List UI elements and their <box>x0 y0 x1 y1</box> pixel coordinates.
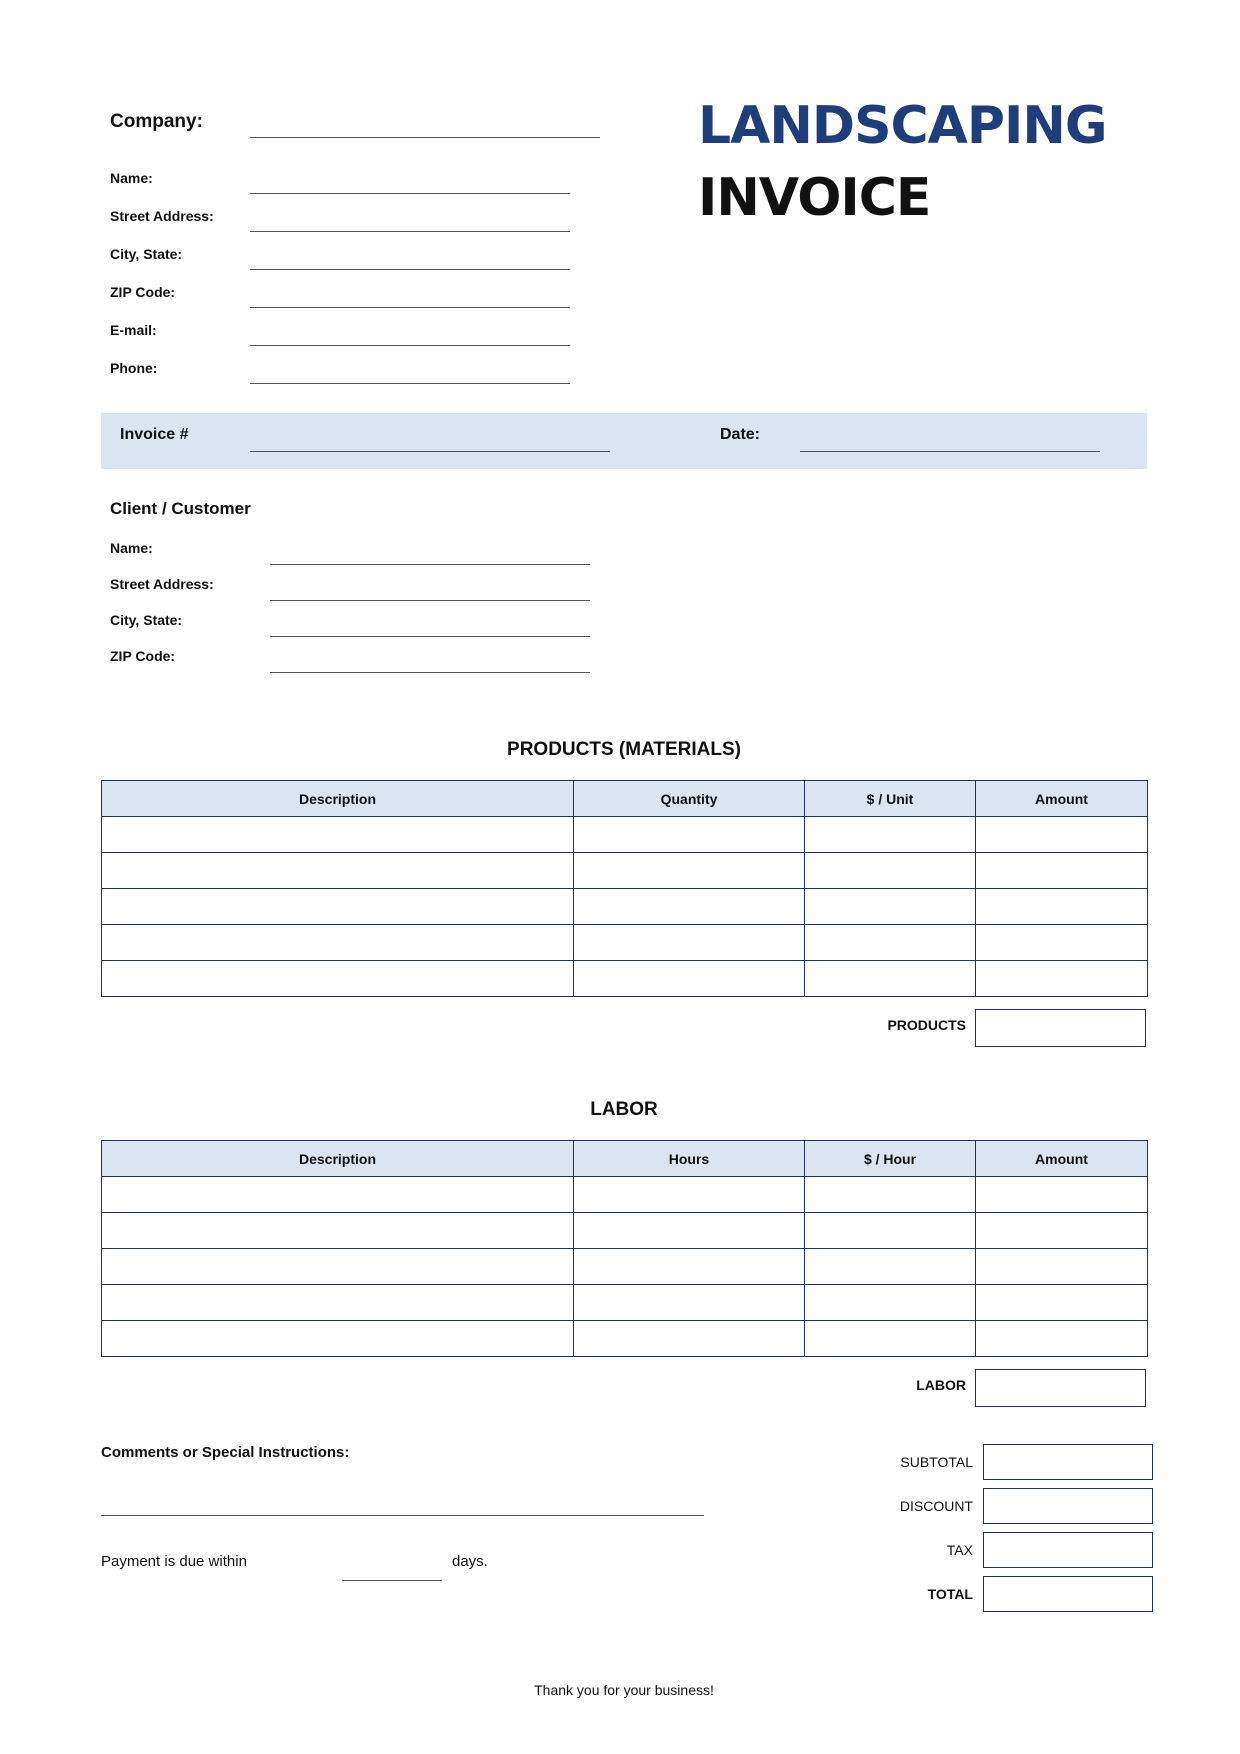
tax-box[interactable] <box>983 1532 1153 1568</box>
products-table <box>101 780 1148 997</box>
table-row <box>102 1285 1148 1321</box>
client-name-line[interactable] <box>270 564 590 565</box>
client-heading: Client / Customer <box>110 499 251 518</box>
table-cell[interactable] <box>102 1249 574 1285</box>
table-cell[interactable] <box>805 1285 976 1321</box>
invoice-band <box>101 413 1147 469</box>
table-row <box>102 1213 1148 1249</box>
table-cell[interactable] <box>574 1285 805 1321</box>
labor-section-title: LABOR <box>590 1099 658 1120</box>
table-cell[interactable] <box>976 925 1148 961</box>
table-row <box>102 889 1148 925</box>
table-cell[interactable] <box>574 1177 805 1213</box>
company-phone-label: Phone: <box>110 360 158 376</box>
col-hours: Hours <box>574 1141 805 1177</box>
total-row <box>853 1576 1153 1612</box>
company-name-label: Name: <box>110 170 153 186</box>
invoice-number-line[interactable] <box>250 451 610 452</box>
table-cell[interactable] <box>805 961 976 997</box>
title-invoice: INVOICE <box>698 168 931 228</box>
client-name-label: Name: <box>110 540 153 556</box>
footer-thanks: Thank you for your business! <box>534 1682 714 1698</box>
col-description: Description <box>102 1141 574 1177</box>
client-street-line[interactable] <box>270 600 590 601</box>
company-heading: Company: <box>110 111 203 132</box>
table-cell[interactable] <box>976 1213 1148 1249</box>
table-cell[interactable] <box>102 853 574 889</box>
company-email-line[interactable] <box>250 345 570 346</box>
date-line[interactable] <box>800 451 1100 452</box>
table-cell[interactable] <box>976 1321 1148 1357</box>
company-city-label: City, State: <box>110 246 183 262</box>
table-row <box>102 925 1148 961</box>
col-amount: Amount <box>976 1141 1148 1177</box>
table-cell[interactable] <box>102 1177 574 1213</box>
invoice-number-label: Invoice # <box>120 426 189 443</box>
payment-terms-prefix: Payment is due within <box>101 1553 247 1570</box>
table-cell[interactable] <box>102 1321 574 1357</box>
table-cell[interactable] <box>805 1321 976 1357</box>
table-cell[interactable] <box>574 1213 805 1249</box>
company-city-line[interactable] <box>250 269 570 270</box>
table-cell[interactable] <box>976 961 1148 997</box>
table-cell[interactable] <box>102 961 574 997</box>
col-quantity: Quantity <box>574 781 805 817</box>
subtotal-row <box>853 1444 1153 1480</box>
table-cell[interactable] <box>805 1213 976 1249</box>
discount-label: DISCOUNT <box>899 1498 973 1514</box>
table-cell[interactable] <box>574 817 805 853</box>
table-row <box>102 1177 1148 1213</box>
col-hourly-rate: $ / Hour <box>805 1141 976 1177</box>
col-amount: Amount <box>976 781 1148 817</box>
table-cell[interactable] <box>805 1177 976 1213</box>
tax-row <box>853 1532 1153 1568</box>
col-description: Description <box>102 781 574 817</box>
table-cell[interactable] <box>102 925 574 961</box>
labor-header-row <box>102 1141 1148 1177</box>
table-cell[interactable] <box>805 817 976 853</box>
table-row <box>102 1249 1148 1285</box>
table-cell[interactable] <box>976 853 1148 889</box>
table-cell[interactable] <box>574 961 805 997</box>
discount-box[interactable] <box>983 1488 1153 1524</box>
labor-table <box>101 1140 1148 1357</box>
comments-line[interactable] <box>101 1515 704 1516</box>
col-unit-price: $ / Unit <box>805 781 976 817</box>
company-phone-line[interactable] <box>250 383 570 384</box>
company-zip-line[interactable] <box>250 307 570 308</box>
subtotal-label: SUBTOTAL <box>900 1454 973 1470</box>
date-label: Date: <box>720 426 761 443</box>
table-row <box>102 961 1148 997</box>
table-cell[interactable] <box>102 817 574 853</box>
table-cell[interactable] <box>102 1213 574 1249</box>
table-row <box>102 1321 1148 1357</box>
company-street-label: Street Address: <box>110 208 214 224</box>
company-street-line[interactable] <box>250 231 570 232</box>
client-city-line[interactable] <box>270 636 590 637</box>
table-row <box>102 817 1148 853</box>
table-cell[interactable] <box>976 1177 1148 1213</box>
client-street-label: Street Address: <box>110 576 214 592</box>
table-cell[interactable] <box>574 853 805 889</box>
products-subtotal-label: PRODUCTS <box>887 1017 966 1033</box>
table-cell[interactable] <box>805 1249 976 1285</box>
table-cell[interactable] <box>805 925 976 961</box>
table-cell[interactable] <box>102 1285 574 1321</box>
products-section-title: PRODUCTS (MATERIALS) <box>507 739 741 760</box>
total-box[interactable] <box>983 1576 1153 1612</box>
table-cell[interactable] <box>976 817 1148 853</box>
client-city-label: City, State: <box>110 612 183 628</box>
table-cell[interactable] <box>976 1285 1148 1321</box>
payment-terms-suffix: days. <box>452 1553 488 1570</box>
table-cell[interactable] <box>574 925 805 961</box>
table-cell[interactable] <box>102 889 574 925</box>
products-header-row <box>102 781 1148 817</box>
company-zip-label: ZIP Code: <box>110 284 176 300</box>
company-email-label: E-mail: <box>110 322 157 338</box>
table-cell[interactable] <box>805 853 976 889</box>
client-zip-line[interactable] <box>270 672 590 673</box>
table-row <box>102 853 1148 889</box>
subtotal-box[interactable] <box>983 1444 1153 1480</box>
client-zip-label: ZIP Code: <box>110 648 176 664</box>
table-cell[interactable] <box>805 889 976 925</box>
company-name-line[interactable] <box>250 193 570 194</box>
labor-subtotal-label: LABOR <box>916 1377 966 1393</box>
table-cell[interactable] <box>976 1249 1148 1285</box>
table-cell[interactable] <box>976 889 1148 925</box>
tax-label: TAX <box>946 1542 973 1558</box>
products-subtotal-box[interactable] <box>975 1009 1146 1047</box>
comments-label: Comments or Special Instructions: <box>101 1444 350 1461</box>
labor-subtotal-box[interactable] <box>975 1369 1146 1407</box>
company-field-line[interactable] <box>250 137 600 138</box>
total-label: TOTAL <box>927 1586 973 1602</box>
title-landscaping: LANDSCAPING <box>698 96 1107 156</box>
table-cell[interactable] <box>574 1249 805 1285</box>
table-cell[interactable] <box>574 889 805 925</box>
discount-row <box>853 1488 1153 1524</box>
table-cell[interactable] <box>574 1321 805 1357</box>
payment-days-line[interactable] <box>342 1580 442 1581</box>
